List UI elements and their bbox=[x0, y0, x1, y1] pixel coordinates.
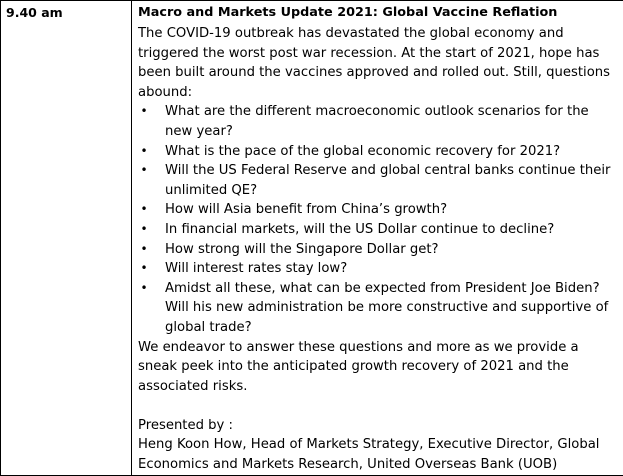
session-title: Macro and Markets Update 2021: Global Vaccine Reflation bbox=[138, 5, 558, 20]
question-item bbox=[138, 279, 617, 338]
presented-by-label: Presented by : bbox=[138, 417, 233, 433]
session-cell bbox=[132, 1, 623, 476]
question-item bbox=[138, 240, 617, 260]
question-text: In financial markets, will the US Dollar continue to decline? bbox=[165, 221, 555, 237]
question-item bbox=[138, 161, 617, 200]
question-text: Will the US Federal Reserve and global central banks continue their unlimited QE? bbox=[165, 163, 611, 198]
session-intro: The COVID-19 outbreak has devastated the global economy and triggered the worst post war recession. At the start of 2021, hope has been built around the vaccines approved and rolled out. Still, questions abound: bbox=[138, 26, 610, 100]
question-item bbox=[138, 220, 617, 240]
question-item bbox=[138, 102, 617, 141]
bullet-icon: • bbox=[140, 163, 148, 178]
presenter-details: Heng Koon How, Head of Markets Strategy, Executive Director, Global Economics and Markets Research, United Overseas Bank (UOB) bbox=[138, 437, 600, 473]
question-text: How will Asia benefit from China’s growth? bbox=[165, 202, 448, 218]
question-item bbox=[138, 200, 617, 220]
question-text: What are the different macroeconomic outlook scenarios for the new year? bbox=[165, 104, 589, 139]
session-content bbox=[132, 1, 623, 475]
bullet-icon: • bbox=[140, 143, 148, 158]
bullet-icon: • bbox=[140, 104, 148, 119]
question-text: How strong will the Singapore Dollar get? bbox=[165, 241, 439, 257]
time-cell bbox=[1, 1, 132, 476]
question-text: What is the pace of the global economic recovery for 2021? bbox=[165, 143, 561, 159]
bullet-icon: • bbox=[140, 221, 148, 236]
question-item bbox=[138, 259, 617, 279]
session-time: 9.40 am bbox=[6, 5, 63, 20]
bullet-icon: • bbox=[140, 241, 148, 256]
bullet-icon: • bbox=[140, 280, 148, 295]
question-list bbox=[138, 102, 617, 337]
session-closing: We endeavor to answer these questions and more as we provide a sneak peek into the anticipated growth recovery of 2021 and the associated risks. bbox=[138, 339, 579, 394]
question-text: Will interest rates stay low? bbox=[165, 261, 348, 277]
paragraph-spacer bbox=[138, 396, 617, 416]
agenda-row bbox=[1, 1, 623, 476]
bullet-icon: • bbox=[140, 261, 148, 276]
question-item bbox=[138, 142, 617, 162]
bullet-icon: • bbox=[140, 202, 148, 217]
question-text: Amidst all these, what can be expected from President Joe Biden? Will his new administration be more constructive and supportive of global trade? bbox=[165, 280, 609, 335]
